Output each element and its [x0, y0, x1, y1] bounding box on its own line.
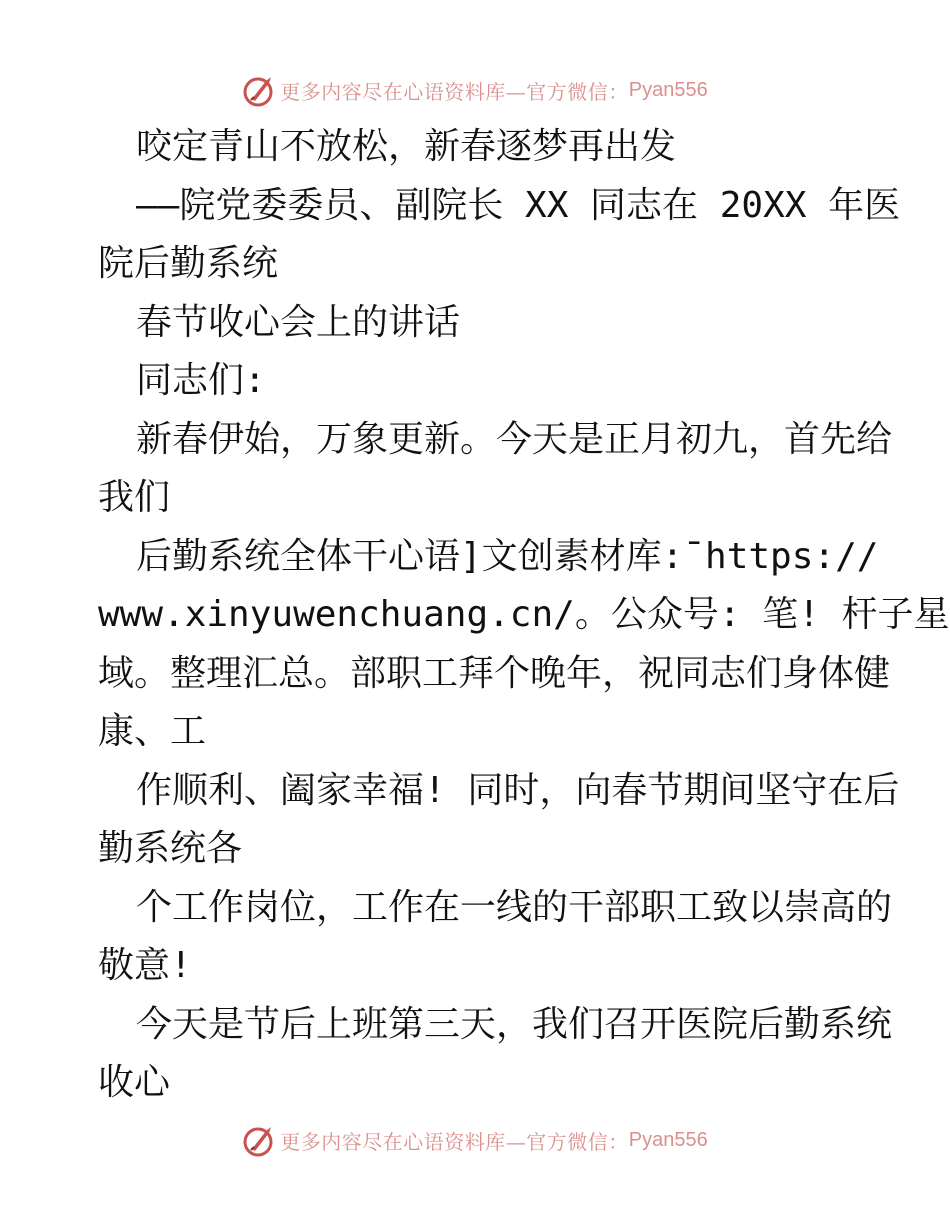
document-line: 作顺利、阖家幸福! 同时，向春节期间坚守在后 [136, 769, 900, 811]
banner-brand-text: 更多内容尽在心语资料库—官方微信： [280, 1129, 629, 1154]
document-line: 后勤系统全体干心语]文创素材库:¯https:// [136, 535, 879, 577]
document-line: 康、工 [98, 711, 207, 752]
quill-logo-icon [242, 1123, 276, 1157]
document-line: 同志们: [136, 360, 266, 401]
document-line: 我们 [98, 477, 171, 518]
document-line: 域。整理汇总。部职工拜个晚年，祝同志们身体健 [98, 652, 891, 694]
document-line: www.xinyuwenchuang.cn/。公众号: 笔! 杆子星 [98, 594, 950, 635]
document-line: 今天是节后上班第三天，我们召开医院后勤系统 [136, 1003, 893, 1045]
quill-logo-icon [242, 73, 276, 107]
document-line: 院后勤系统 [98, 243, 279, 284]
banner-account-text: Pyan556 [628, 78, 708, 101]
document-line: 春节收心会上的讲话 [136, 301, 461, 343]
document-line: ——院党委委员、副院长 XX 同志在 20XX 年医 [136, 184, 901, 226]
document-line: 新春伊始，万象更新。今天是正月初九，首先给 [136, 418, 893, 460]
document-line: 敬意! [98, 945, 192, 986]
banner-account-text: Pyan556 [628, 1128, 708, 1151]
header-watermark-banner [0, 70, 950, 110]
document-line: 收心 [98, 1062, 171, 1103]
footer-watermark-banner [0, 1120, 950, 1160]
document-lines [98, 118, 950, 1113]
document-line: 咬定青山不放松，新春逐梦再出发 [136, 126, 677, 167]
banner-brand-text: 更多内容尽在心语资料库—官方微信： [280, 79, 629, 104]
document-body [98, 118, 950, 1113]
document-line: 个工作岗位，工作在一线的干部职工致以崇高的 [136, 886, 893, 928]
document-line: 勤系统各 [98, 828, 243, 869]
